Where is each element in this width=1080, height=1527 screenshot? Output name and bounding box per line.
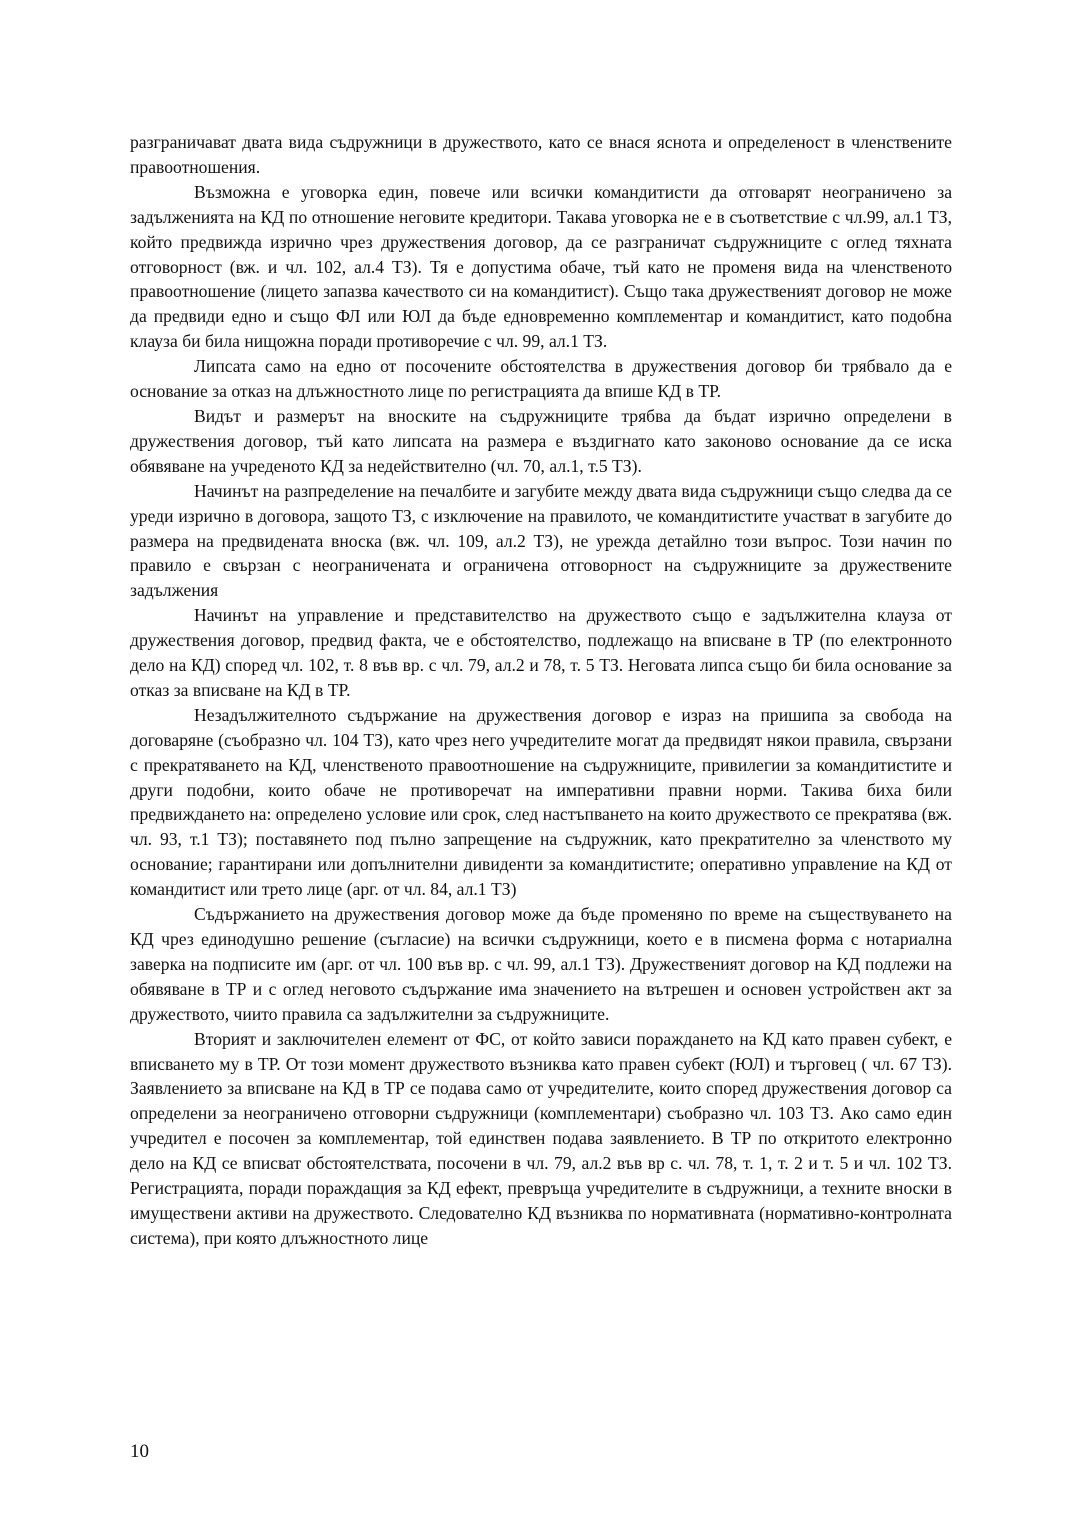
paragraph-optional-content: Незадължителното съдържание на дружествения договор е израз на пришипа за свобода на договаряне (съобразно чл. 104 ТЗ), като чрез него учредителите могат да предвидят някои правила, свързани с прекратяването на КД, членственото правоотношение на съдружниците, привилегии за командитистите и други подобни, които обаче не противоречат на императивни правни норми. Такива биха били предвиждането на: определено условие или срок, след настъпването на които дружеството се прекратява (вж. чл. 93, т.1 ТЗ); поставянето под пълно запрещение на съдружник, като прекратително за членството му основание; гарантирани или допълнителни дивиденти за командитистите; оперативно управление на КД от командитист или трето лице (арг. от чл. 84, ал.1 ТЗ): [130, 704, 952, 900]
paragraph-contract-amendment: Съдържанието на дружествения договор може да бъде променяно по време на съществуването на КД чрез единодушно решение (съгласие) на всички съдружници, което е в писмена форма с нотариална заверка на подписите им (арг. от чл. 100 във вр. с чл. 99, ал.1 ТЗ). Дружественият договор на КД подлежи на обявяване в ТР и с оглед неговото съдържание има значението на вътрешен и основен устройствен акт за дружеството, чиито правила са задължителни за съдружниците.: [130, 904, 952, 1024]
paragraph-continuation: разграничават двата вида съдружници в дружеството, като се внася яснота и определеност в членствените правоотношения.: [130, 132, 952, 177]
paragraph-management-representation: Начинът на управление и представителство на дружеството също е задължителна клауза от дружествения договор, предвид факта, че е обстоятелство, подлежащо на вписване в ТР (по електронното дело на КД) според чл. 102, т. 8 във вр. с чл. 79, ал.2 и 78, т. 5 ТЗ. Неговата липса също би била основание за отказ за вписване на КД в ТР.: [130, 605, 952, 700]
paragraph-missing-circumstances: Липсата само на едно от посочените обстоятелства в дружествения договор би трябвало да е основание за отказ на длъжностното лице по регистрацията да впише КД в ТР.: [130, 356, 952, 402]
page-body: [130, 130, 952, 1251]
paragraph-partner-liability-agreement: Възможна е уговорка един, повече или всички командитисти да отговарят неограничено за задълженията на КД по отношение неговите кредитори. Такава уговорка не е в съответствие с чл.99, ал.1 ТЗ, който предвижда изрично чрез дружествения договор, да се разграничат съдружниците с оглед тяхната отговорност (вж. и чл. 102, ал.4 ТЗ). Тя е допустима обаче, тъй като не променя вида на членственото правоотношение (лицето запазва качеството си на командитист). Също така дружественият договор не може да предвиди едно и също ФЛ или ЮЛ да бъде едновременно комплементар и командитист, като подобна клауза би била нищожна поради противоречие с чл. 99, ал.1 ТЗ.: [130, 181, 952, 352]
page-number: 10: [130, 1441, 149, 1462]
paragraph-contributions: Видът и размерът на вноските на съдружниците трябва да бъдат изрично определени в дружествения договор, тъй като липсата на размера е въздигнато като законово основание да се иска обявяване на учреденото КД за недействително (чл. 70, ал.1, т.5 ТЗ).: [130, 405, 952, 476]
paragraph-profit-loss-distribution: Начинът на разпределение на печалбите и загубите между двата вида съдружници също следва да се уреди изрично в договора, защото ТЗ, с изключение на правилото, че командитистите участват в загубите до размера на предвидената вноска (вж. чл. 109, ал.2 ТЗ), не урежда детайлно този въпрос. Този начин по правило е свързан с неограничената и ограничена отговорност на съдружниците за дружествените задължения: [130, 480, 952, 601]
paragraph-registration: Вторият и заключителен елемент от ФС, от който зависи пораждането на КД като правен субект, е вписването му в ТР. От този момент дружеството възниква като правен субект (ЮЛ) и търговец ( чл. 67 ТЗ). Заявлението за вписване на КД в ТР се подава само от учредителите, които според дружествения договор са определени за неограничено отговорни съдружници (комплементари) съобразно чл. 103 ТЗ. Ако само един учредител е посочен за комплементар, той единствен подава заявлението. В ТР по откритото електронно дело на КД се вписват обстоятелствата, посочени в чл. 79, ал.2 във вр с. чл. 78, т. 1, т. 2 и т. 5 и чл. 102 ТЗ. Регистрацията, поради пораждащия за КД ефект, превръща учредителите в съдружници, а техните вноски в имуществени активи на дружеството. Следователно КД възниква по нормативната (нормативно-контролната система), при която длъжностното лице: [130, 1028, 952, 1248]
